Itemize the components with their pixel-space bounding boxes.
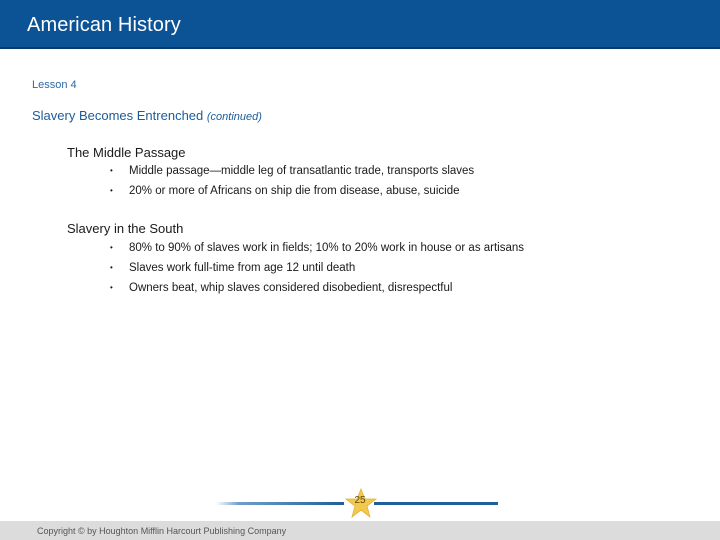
slide-title bbox=[32, 108, 262, 123]
footer-divider-left bbox=[216, 502, 344, 505]
copyright-notice: Copyright © by Houghton Mifflin Harcourt Publishing Company bbox=[37, 526, 287, 536]
section-heading-middle-passage: The Middle Passage bbox=[67, 145, 186, 160]
course-title: American History bbox=[27, 14, 181, 36]
bullet-text: 20% or more of Africans on ship die from disease, abuse, suicide bbox=[129, 185, 460, 197]
bullet-item bbox=[110, 282, 452, 294]
bullet-icon: • bbox=[110, 186, 113, 195]
bullet-icon: • bbox=[110, 166, 113, 175]
page-number: 25 bbox=[354, 495, 366, 506]
lesson-label: Lesson 4 bbox=[32, 79, 77, 91]
bullet-text: Middle passage—middle leg of transatlantic trade, transports slaves bbox=[129, 165, 475, 177]
bullet-icon: • bbox=[110, 283, 113, 292]
bullet-text: 80% to 90% of slaves work in fields; 10% to 20% work in house or as artisans bbox=[129, 242, 525, 254]
section-heading-slavery-south: Slavery in the South bbox=[67, 221, 184, 236]
bullet-item bbox=[110, 242, 524, 254]
bullet-item bbox=[110, 185, 459, 197]
bullet-item bbox=[110, 262, 355, 274]
footer-divider-right bbox=[374, 502, 498, 505]
slide-title-suffix: (continued) bbox=[206, 111, 262, 123]
bullet-icon: • bbox=[110, 263, 113, 272]
bullet-icon: • bbox=[110, 243, 113, 252]
bullet-item bbox=[110, 165, 474, 177]
title-bar bbox=[0, 0, 720, 49]
bullet-text: Slaves work full-time from age 12 until death bbox=[129, 262, 356, 274]
bullet-text: Owners beat, whip slaves considered disobedient, disrespectful bbox=[129, 282, 453, 294]
slide-title-main: Slavery Becomes Entrenched bbox=[32, 108, 204, 123]
